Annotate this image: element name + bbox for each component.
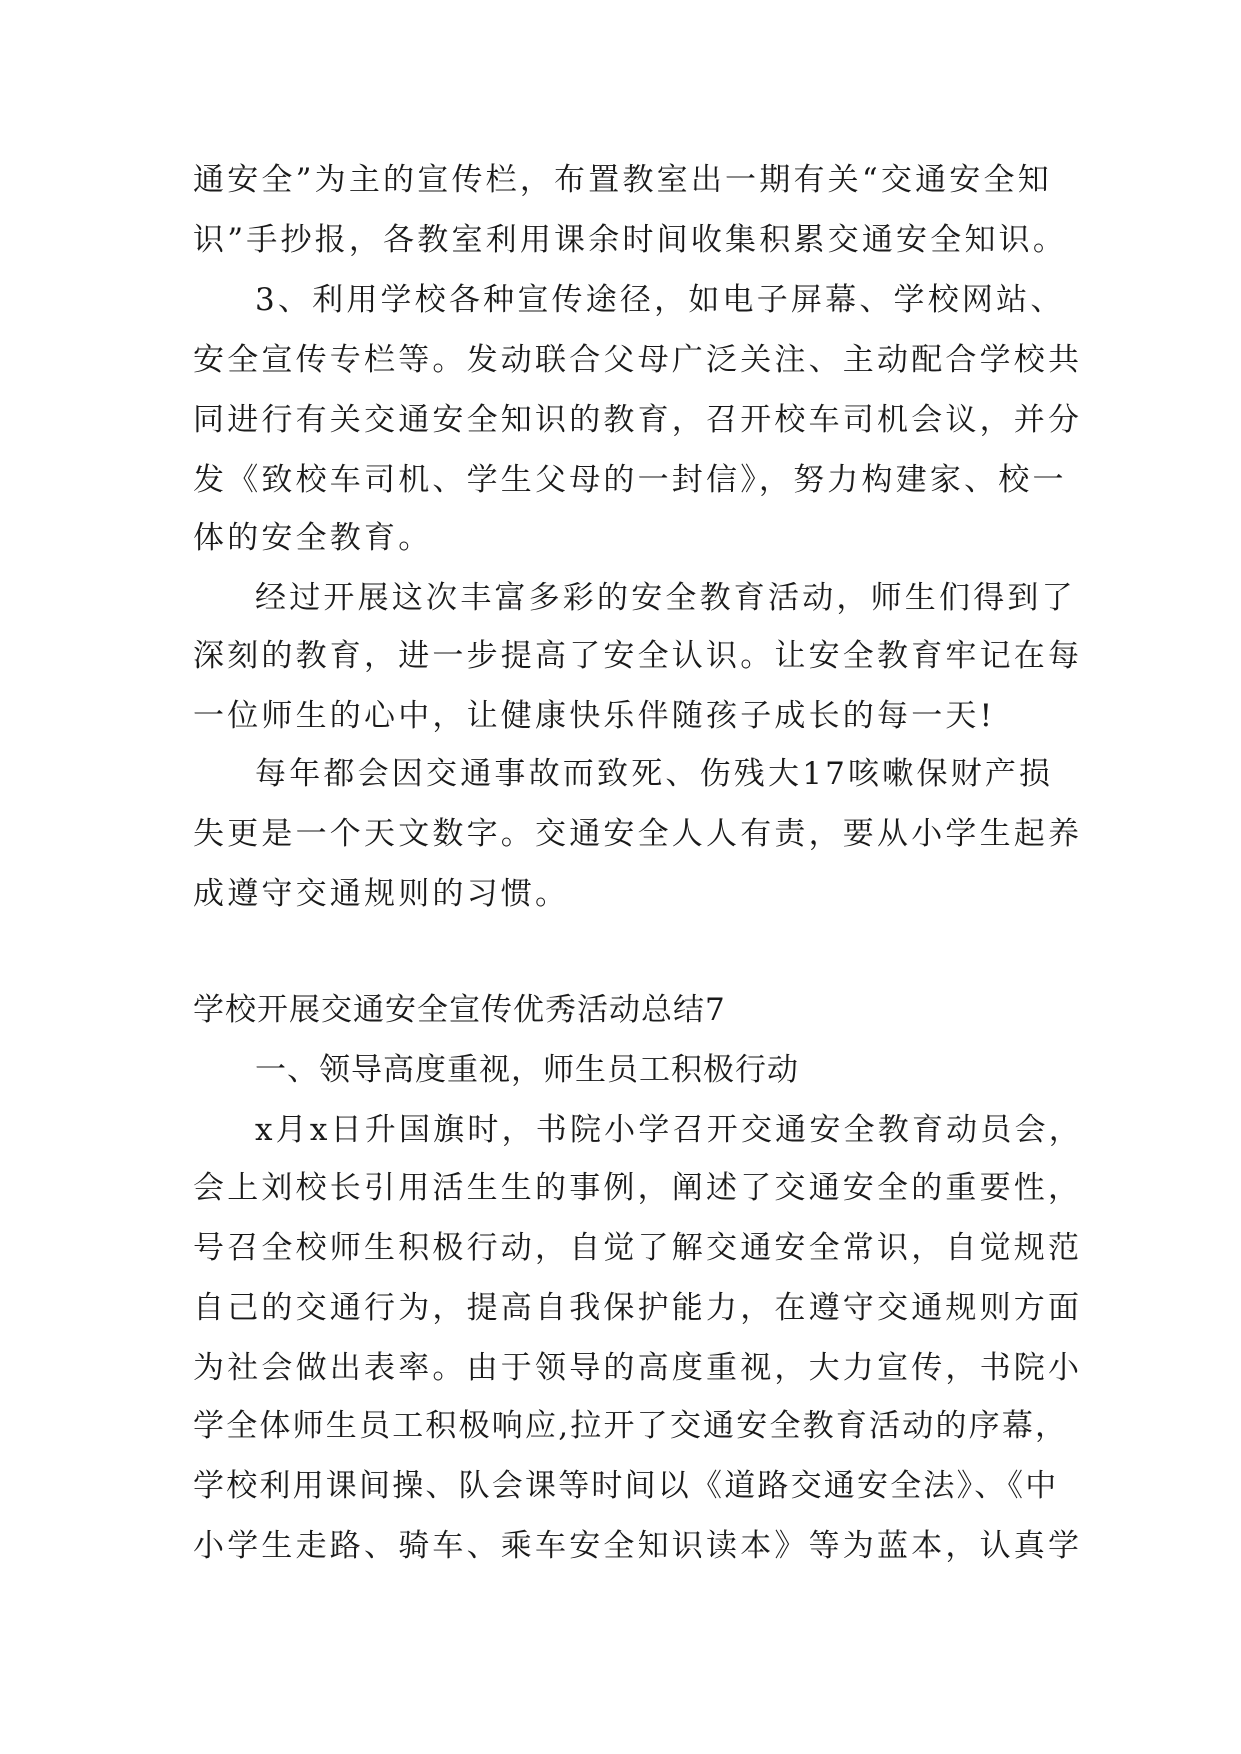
paragraph-line: 号召全校师生积极行动，自觉了解交通安全常识，自觉规范	[193, 1230, 1083, 1266]
section-title: 学校开展交通安全宣传优秀活动总结7	[193, 992, 726, 1028]
paragraph-line: 发《致校车司机、学生父母的一封信》，努力构建家、校一	[193, 462, 1067, 498]
paragraph-line: 同进行有关交通安全知识的教育，召开校车司机会议，并分	[193, 402, 1083, 438]
paragraph-line: 学校利用课间操、队会课等时间以《道路交通安全法》、《中	[193, 1468, 1059, 1504]
paragraph-line: 一位师生的心中，让健康快乐伴随孩子成长的每一天!	[193, 698, 996, 734]
paragraph-line: 安全宣传专栏等。发动联合父母广泛关注、主动配合学校共	[193, 342, 1083, 378]
section-subheading: 一、领导高度重视，师生员工积极行动	[255, 1052, 799, 1088]
paragraph-line: 自己的交通行为，提高自我保护能力，在遵守交通规则方面	[193, 1290, 1083, 1326]
paragraph-line: 成遵守交通规则的习惯。	[193, 876, 570, 912]
paragraph-line: 3、利用学校各种宣传途径，如电子屏幕、学校网站、	[255, 282, 1065, 318]
paragraph-line: x月x日升国旗时，书院小学召开交通安全教育动员会，	[255, 1112, 1083, 1148]
paragraph-line: 每年都会因交通事故而致死、伤残大17咳嗽保财产损	[255, 756, 1054, 792]
paragraph-line: 会上刘校长引用活生生的事例，阐述了交通安全的重要性，	[193, 1170, 1083, 1206]
paragraph-line: 经过开展这次丰富多彩的安全教育活动，师生们得到了	[255, 580, 1076, 616]
paragraph-line: 识”手抄报，各教室利用课余时间收集积累交通安全知识。	[193, 222, 1068, 258]
paragraph-line: 体的安全教育。	[193, 520, 433, 556]
paragraph-line: 失更是一个天文数字。交通安全人人有责，要从小学生起养	[193, 816, 1083, 852]
paragraph-line: 为社会做出表率。由于领导的高度重视，大力宣传，书院小	[193, 1350, 1083, 1386]
paragraph-line: 学全体师生员工积极响应,拉开了交通安全教育活动的序幕，	[193, 1408, 1069, 1444]
paragraph-line: 深刻的教育，进一步提高了安全认识。让安全教育牢记在每	[193, 638, 1083, 674]
paragraph-line: 通安全”为主的宣传栏，布置教室出一期有关“交通安全知	[193, 162, 1052, 198]
paragraph-line: 小学生走路、骑车、乘车安全知识读本》等为蓝本，认真学	[193, 1528, 1083, 1564]
